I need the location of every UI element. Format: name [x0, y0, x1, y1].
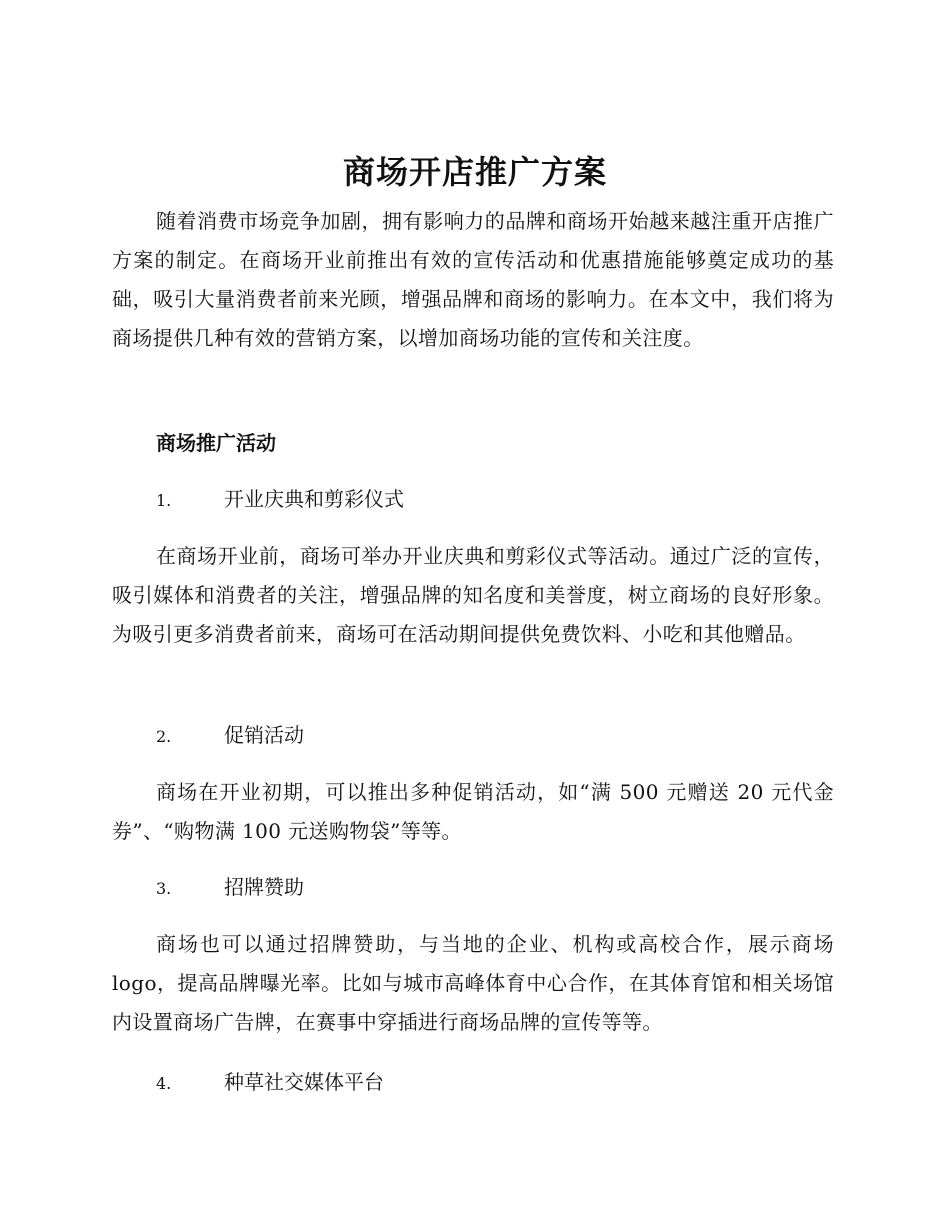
- list-item-number: 2.: [156, 727, 172, 746]
- list-item: [156, 484, 404, 516]
- intro-paragraph: 随着消费市场竞争加剧，拥有影响力的品牌和商场开始越来越注重开店推广方案的制定。在商场开业前推出有效的宣传活动和优惠措施能够奠定成功的基础，吸引大量消费者前来光顾，增强品牌和商场的影响力。在本文中，我们将为商场提供几种有效的营销方案，以增加商场功能的宣传和关注度。: [112, 209, 834, 350]
- list-item-number: 1.: [156, 491, 172, 510]
- list-item-number: 4.: [156, 1074, 172, 1093]
- item-2-paragraph: 商场在开业初期，可以推出多种促销活动，如“满 500 元赠送 20 元代金券”、“购物满 100 元送购物袋”等等。: [112, 780, 834, 843]
- list-item-title: 招牌赞助: [224, 875, 304, 899]
- item-1-paragraph: 在商场开业前，商场可举办开业庆典和剪彩仪式等活动。通过广泛的宣传，吸引媒体和消费者的关注，增强品牌的知名度和美誉度，树立商场的良好形象。为吸引更多消费者前来，商场可在活动期间提供免费饮料、小吃和其他赠品。: [112, 544, 834, 646]
- list-item-title: 促销活动: [224, 723, 304, 747]
- list-item: [156, 1067, 384, 1099]
- item-3-paragraph: 商场也可以通过招牌赞助，与当地的企业、机构或高校合作，展示商场logo，提高品牌曝光率。比如与城市高峰体育中心合作，在其体育馆和相关场馆内设置商场广告牌，在赛事中穿插进行商场品牌的宣传等等。: [112, 932, 834, 1034]
- list-item: [156, 872, 304, 904]
- list-item-title: 种草社交媒体平台: [224, 1070, 384, 1094]
- list-item-number: 3.: [156, 879, 172, 898]
- section-heading: 商场推广活动: [156, 431, 276, 455]
- document-title: 商场开店推广方案: [342, 153, 607, 191]
- list-item-title: 开业庆典和剪彩仪式: [224, 487, 404, 511]
- list-item: [156, 720, 304, 752]
